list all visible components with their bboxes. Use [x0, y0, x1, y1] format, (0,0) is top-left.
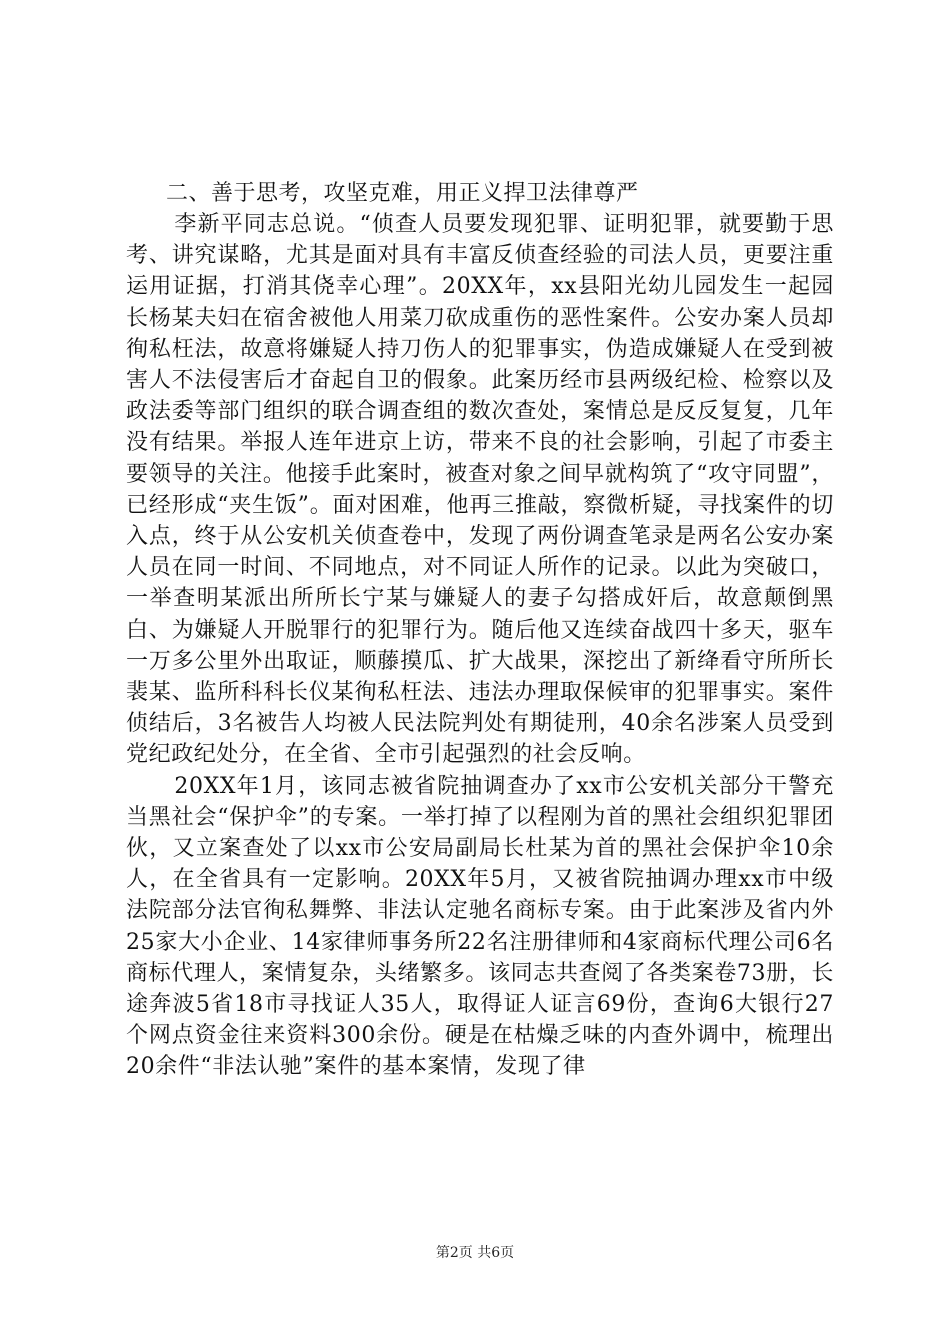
- paragraph-1: 李新平同志总说。“侦查人员要发现犯罪、证明犯罪，就要勤于思考、讲究谋略，尤其是面对具有丰富反侦查经验的司法人员，更要注重运用证据，打消其侥幸心理”。20XX年，xx县阳光幼儿园发生一起园长杨某夫妇在宿舍被他人用菜刀砍成重伤的恶性案件。公安办案人员却徇私枉法，故意将嫌疑人持刀伤人的犯罪事实，伪造成嫌疑人在受到被害人不法侵害后才奋起自卫的假象。此案历经市县两级纪检、检察以及政法委等部门组织的联合调查组的数次查处，案情总是反反复复，几年没有结果。举报人连年进京上访，带来不良的社会影响，引起了市委主要领导的关注。他接手此案时，被查对象之间早就构筑了“攻守同盟”，已经形成“夹生饭”。面对困难，他再三推敲，察微析疑，寻找案件的切入点，终于从公安机关侦查卷中，发现了两份调查笔录是两名公安办案人员在同一时间、不同地点，对不同证人所作的记录。以此为突破口，一举查明某派出所所长宁某与嫌疑人的妻子勾搭成奸后，故意颠倒黑白、为嫌疑人开脱罪行的犯罪行为。随后他又连续奋战四十多天，驱车一万多公里外出取证，顺藤摸瓜、扩大战果，深挖出了新绛看守所所长裴某、监所科科长仪某徇私枉法、违法办理取保候审的犯罪事实。案件侦结后，3名被告人均被人民法院判处有期徒刑，40余名涉案人员受到党纪政纪处分，在全省、全市引起强烈的社会反响。: [126, 212, 834, 768]
- page-footer: 第2页 共6页: [435, 1245, 515, 1261]
- section-heading: 二、善于思考，攻坚克难，用正义捍卫法律尊严: [166, 181, 639, 206]
- paragraph-2: 20XX年1月，该同志被省院抽调查办了xx市公安机关部分干警充当黑社会“保护伞”的专案。一举打掉了以程刚为首的黑社会组织犯罪团伙，又立案查处了以xx市公安局副局长杜某为首的黑社会保护伞10余人，在全省具有一定影响。20XX年5月，又被省院抽调办理xx市中级法院部分法官徇私舞弊、非法认定驰名商标专案。由于此案涉及省内外25家大小企业、14家律师事务所22名注册律师和4家商标代理公司6名商标代理人，案情复杂，头绪繁多。该同志共查阅了各类案卷73册，长途奔波5省18市寻找证人35人，取得证人证言69份，查询6大银行27个网点资金往来资料300余份。硬是在枯燥乏味的内查外调中，梳理出20余件“非法认驰”案件的基本案情，发现了律: [126, 773, 834, 1080]
- document-body: [126, 178, 834, 1083]
